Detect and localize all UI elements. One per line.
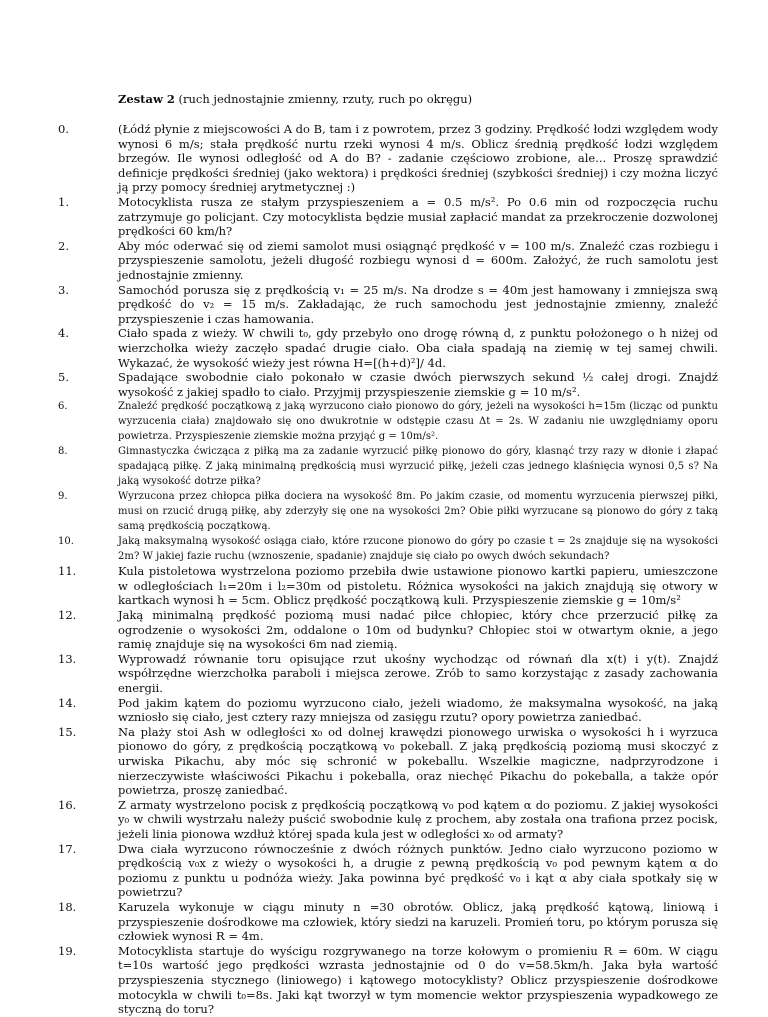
problem-text: Gimnastyczka ćwicząca z piłką ma za zadanie wyrzucić piłkę pionowo do góry, klasnąć trzy razy w dłonie i złapać spadającą piłkę. Z jaką minimalną prędkością musi wyrzucić piłkę, jeżeli czas jednego klaśnięcia wynosi 0,5 s? Na jaką wysokość dotrze piłka? bbox=[118, 446, 718, 488]
problem-item bbox=[58, 370, 718, 399]
problem-text: Motocyklista startuje do wyścigu rozgrywanego na torze kołowym o promieniu R = 60m. W ciągu t=10s wartość jego prędkości wzrasta jednostajnie od 0 do v=58.5km/h. Jaka była wartość przyspieszenia stycznego (liniowego) i kątowego motocyklisty? Oblicz przyspieszenie dośrodkowe motocykla w chwili t₀=8s. Jaki kąt tworzył w tym momencie wektor przyspieszenia wypadkowego ze styczną do toru? bbox=[118, 943, 718, 1017]
problem-number: 12. bbox=[58, 608, 77, 623]
problem-number: 2. bbox=[58, 238, 69, 253]
problem-number: 0. bbox=[58, 122, 69, 136]
problem-number: 1. bbox=[58, 194, 69, 209]
problem-item bbox=[58, 326, 718, 370]
problem-list bbox=[58, 122, 718, 1017]
problem-text: Wyrzucona przez chłopca piłka dociera na wysokość 8m. Po jakim czasie, od momentu wyrzucenia pierwszej piłki, musi on rzucić drugą piłkę, aby zderzyły się one na wysokości 2m? Obie piłki wyrzucane są pionowo do góry z taką samą prędkością początkową. bbox=[118, 491, 718, 533]
title-bold: Zestaw 2 bbox=[118, 92, 175, 106]
problem-number: 4. bbox=[58, 326, 69, 341]
problem-item bbox=[58, 534, 718, 564]
problem-item bbox=[58, 944, 718, 1017]
problem-number: 13. bbox=[58, 651, 77, 666]
problem-item bbox=[58, 195, 718, 239]
problem-number: 18. bbox=[58, 899, 77, 914]
problem-text: Samochód porusza się z prędkością v₁ = 25 m/s. Na drodze s = 40m jest hamowany i zmniejsza swą prędkość do v₂ = 15 m/s. Zakładając, że ruch samochodu jest jednostajnie zmienny, znaleźć przyspieszenie i czas hamowania. bbox=[118, 282, 718, 326]
problem-text: Wyprowadź równanie toru opisujące rzut ukośny wychodząc od równań dla x(t) i y(t). Znajdź współrzędne wierzchołka paraboli i miejsca zerowe. Zrób to samo korzystając z zasady zachowania energii. bbox=[118, 651, 718, 696]
problem-number: 16. bbox=[58, 797, 77, 812]
problem-text: (Łódź płynie z miejscowości A do B, tam i z powrotem, przez 3 godziny. Prędkość łodzi względem wody wynosi 6 m/s; stała prędkość nurtu rzeki wynosi 4 m/s. Oblicz średnią prędkość łodzi względem brzegów. Ile wynosi odległość od A do B? - zadanie częściowo zrobione, ale... Proszę sprawdzić definicje prędkości średniej (jako wektora) i prędkości średniej (szybkości średniej) i czy można liczyć ją przy pomocy średniej arytmetycznej :) bbox=[118, 122, 718, 195]
problem-item bbox=[58, 122, 718, 195]
problem-number: 3. bbox=[58, 282, 69, 297]
problem-number: 15. bbox=[58, 724, 77, 739]
problem-number: 6. bbox=[58, 401, 68, 413]
problem-number: 11. bbox=[58, 564, 77, 579]
problem-number: 19. bbox=[58, 943, 77, 958]
problem-text: Karuzela wykonuje w ciągu minuty n =30 obrotów. Oblicz, jaką prędkość kątową, liniową i przyspieszenie dośrodkowe ma człowiek, który siedzi na karuzeli. Promień toru, po którym porusza się człowiek wynosi R = 4m. bbox=[118, 899, 718, 944]
problem-text: Pod jakim kątem do poziomu wyrzucono ciało, jeżeli wiadomo, że maksymalna wysokość, na jaką wzniosło się ciało, jest cztery razy mniejsza od zasięgu rzutu? opory powietrza zaniedbać. bbox=[118, 695, 718, 725]
problem-text: Kula pistoletowa wystrzelona poziomo przebiła dwie ustawione pionowo kartki papieru, umieszczone w odległościach l₁=20m i l₂=30m od pistoletu. Różnica wysokości na jakich znajdują się otwory w kartkach wynosi h = 5cm. Oblicz prędkość początkową kuli. Przyspieszenie ziemskie g = 10m/s² bbox=[118, 564, 718, 608]
title-subtitle: (ruch jednostajnie zmienny, rzuty, ruch po okręgu) bbox=[174, 92, 473, 106]
problem-item bbox=[58, 652, 718, 696]
problem-text: Spadające swobodnie ciało pokonało w czasie dwóch pierwszych sekund ½ całej drogi. Znajdź wysokość z jakiej spadło to ciało. Przyjmij przyspieszenie ziemskie g = 10 m/s². bbox=[118, 370, 718, 399]
problem-text: Na plaży stoi Ash w odległości x₀ od dolnej krawędzi pionowego urwiska o wysokości h i wyrzuca pionowo do góry, z prędkością początkową v₀ pokeball. Z jaką prędkością poziomą musi skoczyć z urwiska Pikachu, aby móc się schronić w pokeballu. Wszelkie magiczne, nadprzyrodzone i nierzeczywiste właściwości Pikachu i pokeballa, oraz niechęć Pikachu do pokeballa, a także opór powietrza, proszę zaniedbać. bbox=[118, 724, 718, 798]
problem-text: Znaleźć prędkość początkową z jaką wyrzucono ciało pionowo do góry, jeżeli na wysokości h=15m (licząc od punktu wyrzucenia ciała) znajdowało się ono dwukrotnie w odstępie czasu Δt = 2s. W zadaniu nie uwzględniamy oporu powietrza. Przyspieszenie ziemskie można przyjąć g = 10m/s². bbox=[118, 401, 718, 443]
problem-item bbox=[58, 564, 718, 608]
page-title bbox=[118, 92, 472, 107]
problem-text: Jaką minimalną prędkość poziomą musi nadać piłce chłopiec, który chce przerzucić piłkę za ogrodzenie o wysokości 2m, oddalone o 10m od budynku? Chłopiec stoi w otwartym oknie, a jego ramię znajduje się na wysokości 6m nad ziemią. bbox=[118, 608, 718, 652]
problem-item bbox=[58, 842, 718, 900]
problem-text: Z armaty wystrzelono pocisk z prędkością początkową v₀ pod kątem α do poziomu. Z jakiej wysokości y₀ w chwili wystrzału należy puścić swobodnie kulę z prochem, aby została ona trafiona przez pocisk, jeżeli linia pionowa wzdłuż której spada kula jest w odległości x₀ od armaty? bbox=[118, 797, 718, 841]
problem-text: Jaką maksymalną wysokość osiąga ciało, które rzucone pionowo do góry po czasie t = 2s znajduje się na wysokości 2m? W jakiej fazie ruchu (wznoszenie, spadanie) znajduje się ciało po owych dwóch sekundach? bbox=[118, 536, 718, 563]
problem-text: Ciało spada z wieży. W chwili t₀, gdy przebyło ono drogę równą d, z punktu położonego o h niżej od wierzchołka wieży zaczęło spadać drugie ciało. Oba ciała spadają na ziemię w tej samej chwili. Wykazać, że wysokość wieży jest równa H=[(h+d)²]/ 4d. bbox=[118, 326, 718, 370]
problem-item bbox=[58, 798, 718, 842]
problem-text: Motocyklista rusza ze stałym przyspieszeniem a = 0.5 m/s². Po 0.6 min od rozpoczęcia ruchu zatrzymuje go policjant. Czy motocyklista będzie musiał zapłacić mandat za przekroczenie dozwolonej prędkości 60 km/h? bbox=[118, 194, 718, 239]
problem-number: 8. bbox=[58, 446, 68, 458]
problem-item bbox=[58, 239, 718, 283]
problem-number: 10. bbox=[58, 536, 74, 548]
problem-number: 17. bbox=[58, 841, 77, 856]
problem-item bbox=[58, 900, 718, 944]
problem-text: Aby móc oderwać się od ziemi samolot musi osiągnąć prędkość v = 100 m/s. Znaleźć czas rozbiegu i przyspieszenie samolotu, jeżeli długość rozbiegu wynosi d = 600m. Założyć, że ruch samolotu jest jednostajnie zmienny. bbox=[118, 238, 718, 282]
problem-number: 14. bbox=[58, 695, 77, 710]
problem-text: Dwa ciała wyrzucono równocześnie z dwóch różnych punktów. Jedno ciało wyrzucono poziomo w prędkością v₀x z wieży o wysokości h, a drugie z pewną prędkością v₀ pod pewnym kątem α do poziomu z punktu u podnóża wieży. Jaka powinna być prędkość v₀ i kąt α aby ciała spotkały się w powietrzu? bbox=[118, 841, 718, 900]
problem-number: 9. bbox=[58, 491, 68, 503]
problem-item bbox=[58, 283, 718, 327]
problem-item bbox=[58, 608, 718, 652]
problem-number: 5. bbox=[58, 370, 69, 385]
problem-item bbox=[58, 696, 718, 725]
problem-item bbox=[58, 444, 718, 489]
problem-item bbox=[58, 399, 718, 444]
problem-item bbox=[58, 725, 718, 798]
problem-item bbox=[58, 489, 718, 534]
